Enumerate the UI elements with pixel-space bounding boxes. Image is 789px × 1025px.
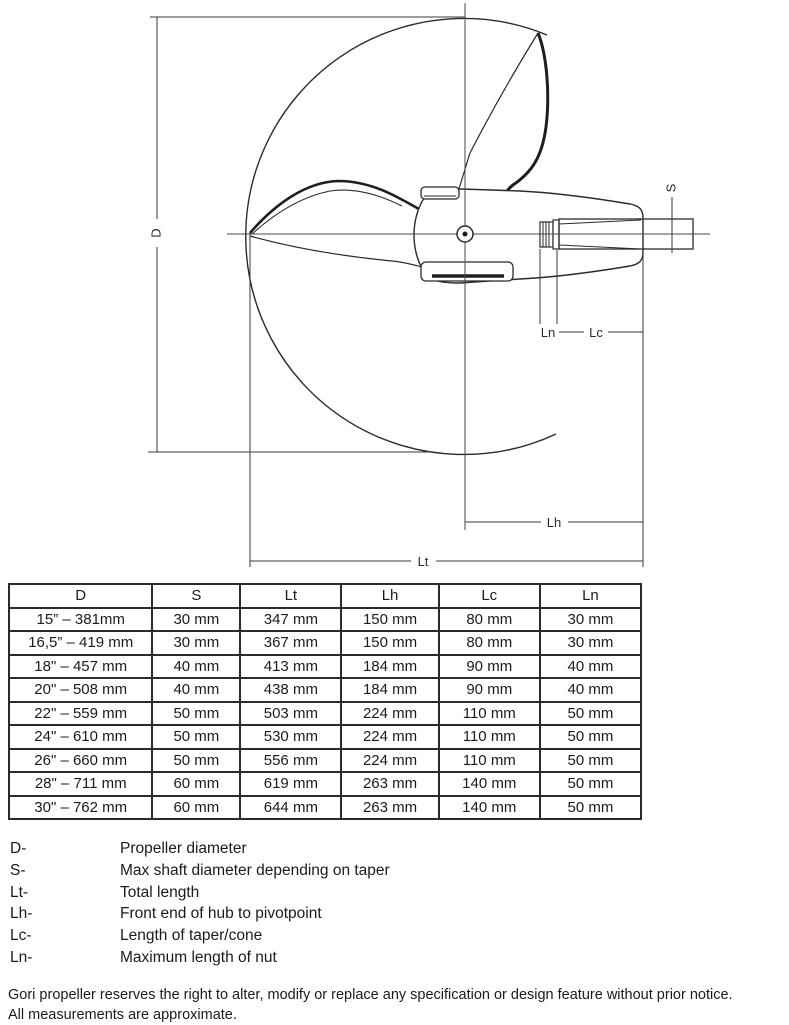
table-header-row [9, 584, 641, 608]
table-cell: 24" – 610 mm [9, 725, 152, 749]
table-cell: 60 mm [152, 772, 240, 796]
table-cell: 224 mm [341, 725, 438, 749]
table-cell: 26" – 660 mm [9, 749, 152, 773]
dim-lt-label: Lt [418, 554, 429, 569]
table-cell: 50 mm [152, 702, 240, 726]
table-cell: 644 mm [240, 796, 341, 820]
table-row [9, 655, 641, 679]
dim-lc-label: Lc [589, 325, 603, 340]
legend-description: Max shaft diameter depending on taper [120, 860, 610, 882]
table-cell: 413 mm [240, 655, 341, 679]
table-cell: 40 mm [152, 678, 240, 702]
legend [10, 838, 610, 969]
table-cell: 110 mm [439, 749, 540, 773]
table-cell: 18" – 457 mm [9, 655, 152, 679]
table-cell: 50 mm [152, 725, 240, 749]
folded-blade-fill [250, 181, 424, 266]
legend-abbreviation: D- [10, 838, 120, 860]
legend-abbreviation: Ln- [10, 947, 120, 969]
table-cell: 503 mm [240, 702, 341, 726]
table-cell: 184 mm [341, 678, 438, 702]
table-cell: 224 mm [341, 702, 438, 726]
footer-line-2: All measurements are approximate. [8, 1006, 786, 1025]
dim-ln-label: Ln [541, 325, 555, 340]
column-header: Ln [540, 584, 641, 608]
table-cell: 40 mm [152, 655, 240, 679]
table-cell: 150 mm [341, 631, 438, 655]
table-cell: 28" – 711 mm [9, 772, 152, 796]
table-cell: 50 mm [540, 772, 641, 796]
table-cell: 367 mm [240, 631, 341, 655]
table-cell: 110 mm [439, 702, 540, 726]
legend-description: Maximum length of nut [120, 947, 610, 969]
table-row [9, 796, 641, 820]
legend-abbreviation: Lc- [10, 925, 120, 947]
table-cell: 30 mm [540, 631, 641, 655]
table-row [9, 772, 641, 796]
legend-item [10, 838, 610, 860]
table-cell: 530 mm [240, 725, 341, 749]
table-cell: 556 mm [240, 749, 341, 773]
table-cell: 347 mm [240, 608, 341, 632]
table-cell: 90 mm [439, 678, 540, 702]
table-cell: 80 mm [439, 631, 540, 655]
column-header: S [152, 584, 240, 608]
legend-description: Length of taper/cone [120, 925, 610, 947]
dimensions-table [8, 583, 642, 820]
table-cell: 40 mm [540, 678, 641, 702]
blade-mount-bottom [421, 262, 513, 281]
table-row [9, 608, 641, 632]
table-cell: 20" – 508 mm [9, 678, 152, 702]
legend-description: Front end of hub to pivotpoint [120, 903, 610, 925]
table-cell: 80 mm [439, 608, 540, 632]
dim-d-label: D [148, 228, 163, 237]
column-header: D [9, 584, 152, 608]
column-header: Lt [240, 584, 341, 608]
upper-blade-fill [458, 33, 548, 210]
table-cell: 30 mm [152, 608, 240, 632]
table-cell: 30 mm [152, 631, 240, 655]
table-cell: 110 mm [439, 725, 540, 749]
table-cell: 90 mm [439, 655, 540, 679]
column-header: Lh [341, 584, 438, 608]
table-cell: 140 mm [439, 772, 540, 796]
table-cell: 619 mm [240, 772, 341, 796]
table-cell: 50 mm [540, 749, 641, 773]
table-cell: 263 mm [341, 796, 438, 820]
table-cell: 224 mm [341, 749, 438, 773]
table-row [9, 749, 641, 773]
column-header: Lc [439, 584, 540, 608]
dim-s-label: S [663, 183, 678, 192]
legend-item [10, 882, 610, 904]
table-cell: 184 mm [341, 655, 438, 679]
legend-item [10, 925, 610, 947]
legend-description: Total length [120, 882, 610, 904]
table-row [9, 631, 641, 655]
table-cell: 50 mm [152, 749, 240, 773]
table-cell: 50 mm [540, 725, 641, 749]
table-cell: 15” – 381mm [9, 608, 152, 632]
legend-item [10, 947, 610, 969]
legend-abbreviation: Lt- [10, 882, 120, 904]
table-cell: 60 mm [152, 796, 240, 820]
table-row [9, 725, 641, 749]
table-cell: 150 mm [341, 608, 438, 632]
dim-lh-label: Lh [547, 515, 561, 530]
table-cell: 438 mm [240, 678, 341, 702]
table-cell: 30" – 762 mm [9, 796, 152, 820]
table-row [9, 678, 641, 702]
legend-abbreviation: Lh- [10, 903, 120, 925]
footer-line-1: Gori propeller reserves the right to alter, modify or replace any specification or design feature without prior notice. [8, 986, 786, 1006]
table-cell: 140 mm [439, 796, 540, 820]
table-cell: 30 mm [540, 608, 641, 632]
pivot-point-dot [463, 232, 468, 237]
table-cell: 50 mm [540, 796, 641, 820]
blade-mount-top [421, 187, 459, 199]
table-cell: 16,5” – 419 mm [9, 631, 152, 655]
table-cell: 50 mm [540, 702, 641, 726]
table-cell: 22" – 559 mm [9, 702, 152, 726]
footer-disclaimer [8, 986, 786, 1025]
legend-item [10, 903, 610, 925]
legend-description: Propeller diameter [120, 838, 610, 860]
legend-abbreviation: S- [10, 860, 120, 882]
table-cell: 40 mm [540, 655, 641, 679]
legend-item [10, 860, 610, 882]
table-cell: 263 mm [341, 772, 438, 796]
table-row [9, 702, 641, 726]
